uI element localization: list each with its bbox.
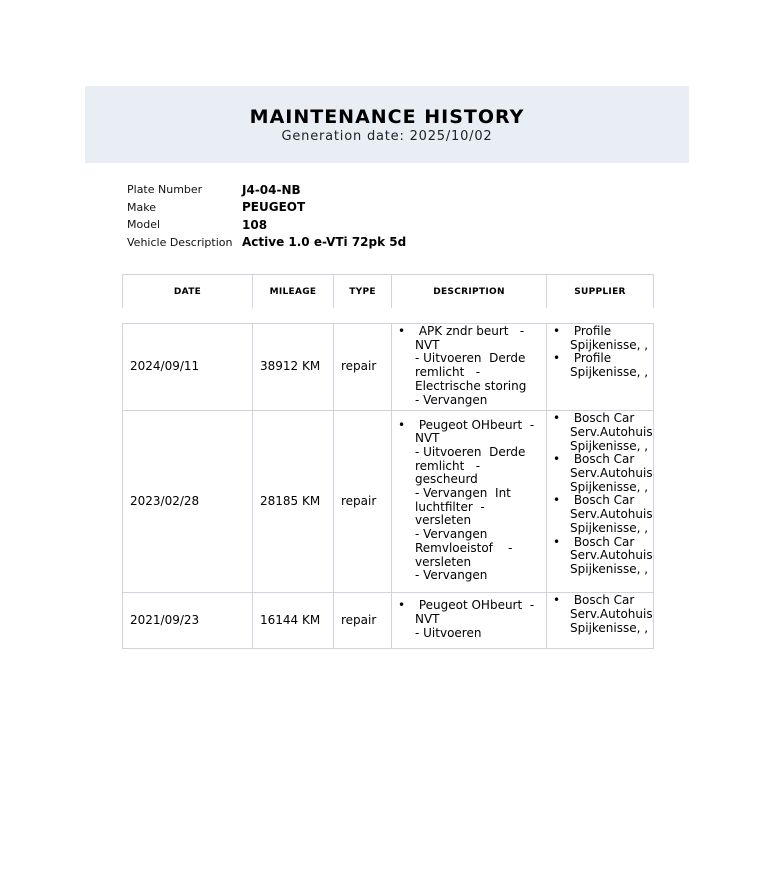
supplier-item: • Bosch Car Serv.Autohuis Spijkenisse, ,: [553, 536, 649, 577]
supplier-item: • Bosch Car Serv.Autohuis Spijkenisse, ,: [553, 594, 649, 635]
info-row-make: [127, 199, 406, 217]
supplier-cell: [547, 593, 657, 649]
description-item: • APK zndr beurt - NVT - Uitvoeren Derde remlicht - Electrische storing - Vervangen: [398, 325, 542, 407]
column-header-supplier: SUPPLIER: [547, 275, 654, 309]
plate-number-value: J4-04-NB: [242, 182, 301, 197]
supplier-item: • Profile Spijkenisse, ,: [553, 352, 649, 379]
mileage-cell: 16144 KM: [253, 593, 334, 649]
column-header-date: DATE: [123, 275, 253, 309]
description-cell: [392, 324, 547, 411]
model-value: 108: [242, 217, 268, 232]
info-label: Make: [127, 200, 156, 214]
info-row-model: [127, 216, 406, 234]
supplier-cell: [547, 324, 654, 411]
description-item: • Peugeot OHbeurt - NVT - Uitvoeren: [398, 599, 542, 640]
description-cell: [392, 411, 547, 593]
supplier-item: • Bosch Car Serv.Autohuis Spijkenisse, ,: [553, 412, 649, 453]
column-header-type: TYPE: [334, 275, 392, 309]
info-label: Vehicle Description: [127, 235, 233, 249]
vehicle-description-value: Active 1.0 e-VTi 72pk 5d: [242, 235, 407, 250]
type-cell: repair: [334, 593, 392, 649]
mileage-cell: 38912 KM: [253, 324, 334, 411]
supplier-cell: [547, 411, 657, 593]
report-header: [85, 86, 689, 163]
supplier-item: • Bosch Car Serv.Autohuis Spijkenisse, ,: [553, 494, 649, 535]
table-row: [123, 411, 654, 593]
history-table-header: [122, 274, 654, 308]
info-row-description: [127, 234, 406, 252]
table-row: [123, 593, 654, 649]
date-cell: 2024/09/11: [123, 324, 253, 411]
info-row-plate: [127, 181, 406, 199]
supplier-item: • Profile Spijkenisse, ,: [553, 325, 649, 352]
column-header-mileage: MILEAGE: [253, 275, 334, 309]
make-value: PEUGEOT: [242, 200, 306, 215]
table-row: [123, 324, 654, 411]
history-table: [122, 323, 657, 649]
generation-date: Generation date: 2025/10/02: [281, 129, 493, 144]
info-label: Plate Number: [127, 183, 203, 197]
info-label: Model: [127, 218, 161, 232]
type-cell: repair: [334, 411, 392, 593]
description-cell: [392, 593, 547, 649]
page-title: MAINTENANCE HISTORY: [249, 106, 525, 128]
supplier-item: • Bosch Car Serv.Autohuis Spijkenisse, ,: [553, 453, 649, 494]
date-cell: 2021/09/23: [123, 593, 253, 649]
vehicle-info: [127, 181, 406, 251]
type-cell: repair: [334, 324, 392, 411]
date-cell: 2023/02/28: [123, 411, 253, 593]
mileage-cell: 28185 KM: [253, 411, 334, 593]
description-item: • Peugeot OHbeurt - NVT - Uitvoeren Derde remlicht - gescheurd - Vervangen Int luchtfilter - versleten - Vervangen Remvloeistof - versleten - Vervangen: [398, 419, 542, 583]
column-header-description: DESCRIPTION: [392, 275, 547, 309]
